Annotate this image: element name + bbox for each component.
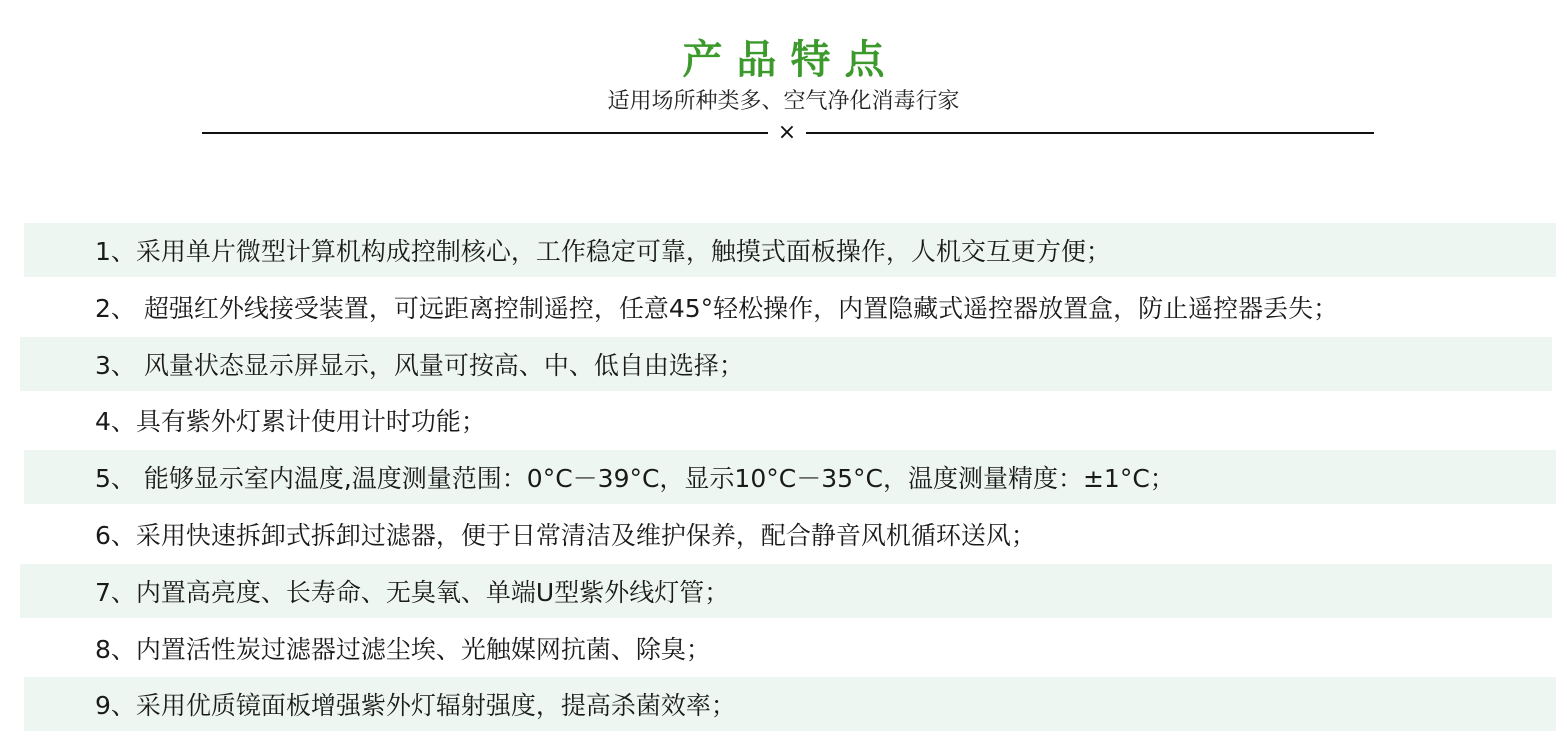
- feature-item: 1、采用单片微型计算机构成控制核心，工作稳定可靠，触摸式面板操作，人机交互更方便；: [24, 223, 1556, 277]
- page-subtitle: 适用场所种类多、空气净化消毒行家: [607, 89, 960, 114]
- feature-item: 2、 超强红外线接受装置，可远距离控制遥控，任意45°轻松操作，内置隐藏式遥控器放置盒，防止遥控器丢失；: [95, 293, 1339, 323]
- feature-item: 5、 能够显示室内温度,温度测量范围：0°C－39°C，显示10°C－35°C，温度测量精度：±1°C；: [24, 450, 1556, 504]
- title-divider: [202, 120, 1374, 146]
- feature-item: 6、采用快速拆卸式拆卸过滤器，便于日常清洁及维护保养，配合静音风机循环送风；: [95, 521, 1036, 550]
- feature-item: 3、 风量状态显示屏显示，风量可按高、中、低自由选择；: [20, 337, 1552, 391]
- feature-item: 8、内置活性炭过滤器过滤尘埃、光触媒网抗菌、除臭；: [95, 634, 711, 664]
- divider-line-left: [202, 132, 768, 134]
- feature-item: 7、内置高亮度、长寿命、无臭氧、单端U型紫外线灯管；: [20, 564, 1552, 618]
- page-title: 产品特点: [682, 37, 899, 83]
- divider-line-right: [806, 132, 1374, 134]
- feature-item: 9、采用优质镜面板增强紫外灯辐射强度，提高杀菌效率；: [24, 677, 1556, 731]
- feature-item: 4、具有紫外灯累计使用计时功能；: [95, 407, 486, 437]
- close-icon: ×: [777, 120, 797, 145]
